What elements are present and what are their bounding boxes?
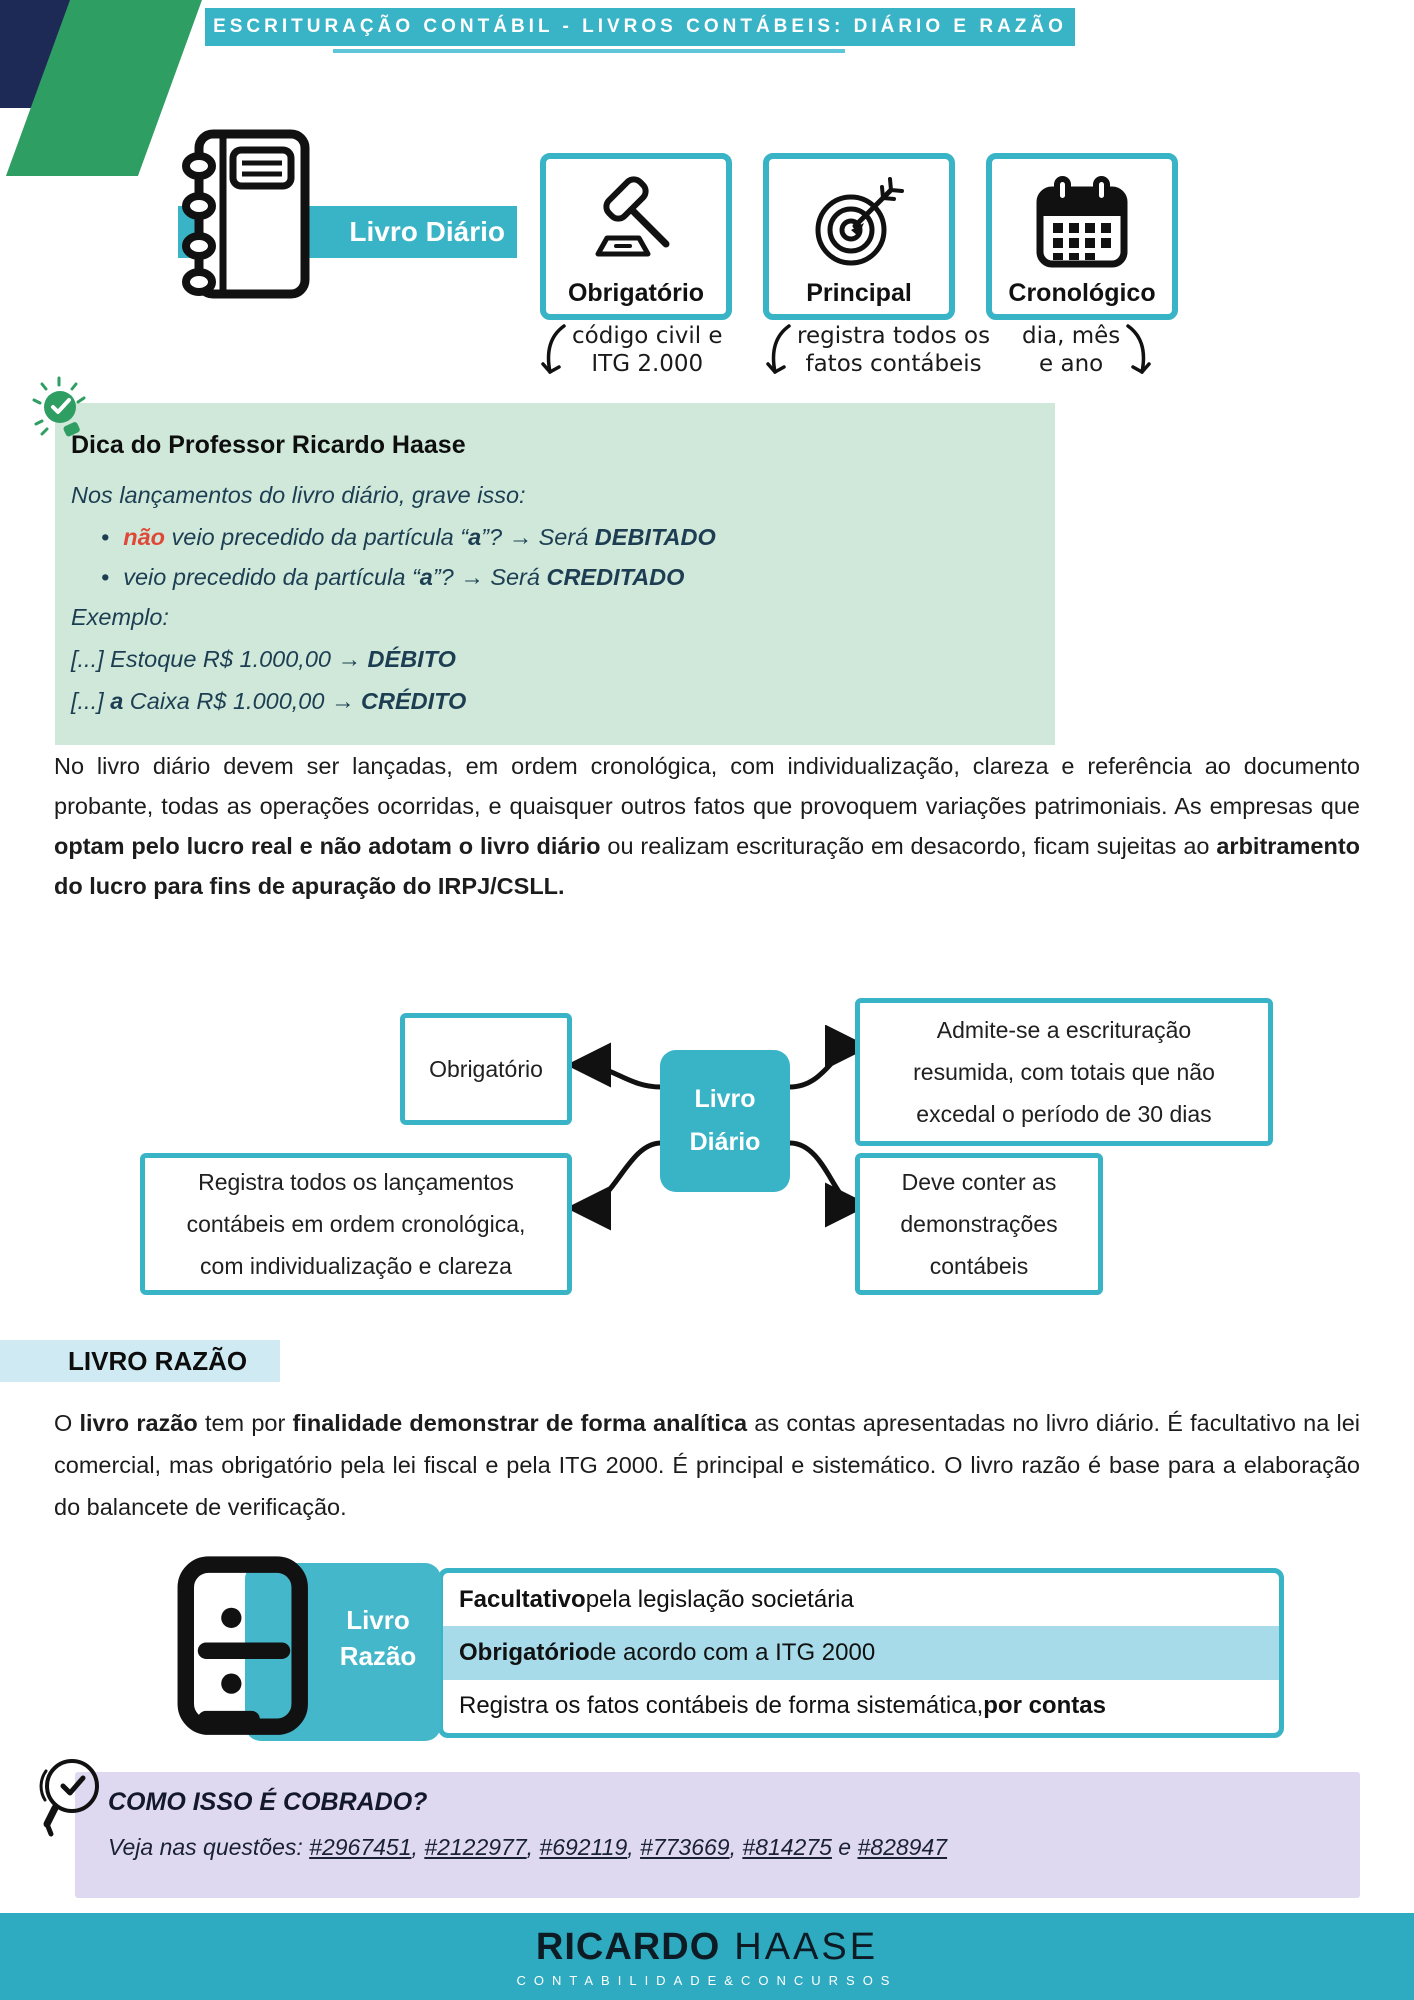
text-segment: optam pelo lucro real e não adotam o livro diário	[54, 833, 601, 859]
livro-diario-label: Livro Diário	[349, 216, 505, 247]
question-link-828947[interactable]: #828947	[857, 1834, 948, 1860]
livro-razao-facts-table	[438, 1568, 1284, 1738]
diagram-box-admite: Admite-se a escrituração resumida, com totais que não excedal o período de 30 dias	[855, 998, 1273, 1146]
text-segment: veio precedido da partícula “	[165, 524, 469, 550]
livro-razao-label: Livro Razão	[339, 1605, 417, 1671]
card-label: Cronológico	[1008, 279, 1156, 307]
tip-example-label: Exemplo:	[71, 604, 169, 630]
notebook-icon	[165, 126, 315, 304]
text-segment: finalidade demonstrar de forma analítica	[292, 1410, 748, 1436]
attribute-card-cronologico	[986, 153, 1178, 320]
gavel-icon	[586, 165, 686, 279]
tip-example-line	[71, 644, 1035, 674]
text-segment: ou realizam escrituração em desacordo, ficam sujeitas ao	[600, 833, 1217, 859]
brand-subtitle: CONTABILIDADE&CONCURSOS	[516, 1972, 898, 1988]
magnifier-check-icon	[30, 1750, 115, 1842]
note-principal	[763, 322, 990, 384]
fact-row	[443, 1680, 1279, 1733]
text-segment: Obrigatório	[459, 1638, 590, 1666]
bullet-dot: •	[101, 564, 110, 590]
question-link-2967451[interactable]: #2967451	[309, 1834, 412, 1860]
text-segment: a	[419, 564, 433, 590]
text-segment: ,	[411, 1834, 425, 1860]
tip-example-line	[71, 686, 1035, 716]
card-label: Principal	[806, 279, 912, 307]
attribute-card-principal	[763, 153, 955, 320]
text-segment: [...] Estoque R$ 1.000,00 →	[71, 646, 368, 672]
curved-arrow-icon	[1124, 322, 1154, 384]
questions-links-line	[108, 1834, 947, 1861]
text-segment: ”? → Será	[481, 524, 595, 550]
brand-name-light: HAASE	[734, 1925, 879, 1968]
questions-title: COMO ISSO É COBRADO?	[108, 1788, 428, 1816]
body-paragraph-livro-razao	[54, 1402, 1360, 1528]
text-segment: Caixa R$ 1.000,00 →	[123, 688, 362, 714]
note-text: código civil e ITG 2.000	[572, 323, 723, 377]
diagram-box-obrigatorio: Obrigatório	[400, 1013, 572, 1125]
text-segment: O	[54, 1410, 80, 1436]
text-segment: não	[123, 524, 166, 550]
question-link-2122977[interactable]: #2122977	[424, 1834, 527, 1860]
fact-row	[443, 1573, 1279, 1626]
note-cronologico	[1022, 322, 1154, 384]
page-title-banner: ESCRITURAÇÃO CONTÁBIL - LIVROS CONTÁBEIS: DIÁRIO E RAZÃO	[205, 8, 1075, 46]
text-segment: a	[110, 688, 124, 714]
tip-bullet	[101, 562, 1035, 592]
diagram-center-node: Livro Diário	[660, 1050, 790, 1192]
banner-underline	[333, 49, 845, 53]
livro-diario-diagram	[100, 995, 1300, 1295]
text-segment: DEBITADO	[594, 524, 716, 550]
text-segment: [...]	[71, 688, 111, 714]
text-segment: as contas apresentadas no livro diário. É facultativo na lei comercial, mas obrigatório pela lei fiscal e pela ITG 2000. É principal e sistemático. O livro razão é base para a elaboração do balancete de verificação.	[54, 1410, 1361, 1520]
text-segment: de acordo com a ITG 2000	[589, 1638, 876, 1666]
target-icon	[809, 165, 909, 279]
tip-bullet-text	[123, 522, 716, 552]
text-segment: Veja nas questões:	[108, 1834, 310, 1860]
text-segment: Registra os fatos contábeis de forma sistemática,	[459, 1692, 984, 1720]
lightbulb-check-icon	[28, 376, 94, 444]
text-segment: veio precedido da partícula “	[123, 564, 420, 590]
question-link-692119[interactable]: #692119	[539, 1834, 628, 1860]
text-segment: a	[468, 524, 482, 550]
tip-bullet-text	[123, 562, 684, 592]
brand-name-bold: RICARDO	[535, 1925, 721, 1968]
text-segment: CRÉDITO	[361, 688, 467, 714]
diagram-box-deve: Deve conter as demonstrações contábeis	[855, 1153, 1103, 1295]
text-segment: ”? → Será	[432, 564, 547, 590]
text-segment: e	[831, 1834, 858, 1860]
tip-intro: Nos lançamentos do livro diário, grave isso:	[71, 482, 526, 508]
bullet-dot: •	[101, 524, 110, 550]
fact-row	[443, 1626, 1279, 1679]
text-segment: CREDITADO	[546, 564, 685, 590]
question-link-814275[interactable]: #814275	[742, 1834, 832, 1860]
card-label: Obrigatório	[567, 279, 705, 307]
note-obrigatorio	[538, 322, 723, 384]
body-paragraph-livro-diario	[54, 746, 1360, 906]
text-segment: ,	[627, 1834, 641, 1860]
text-segment: ,	[729, 1834, 743, 1860]
footer	[0, 1913, 1414, 2000]
tip-body	[71, 480, 1035, 716]
text-segment: Facultativo	[459, 1585, 586, 1613]
calendar-icon	[1032, 165, 1132, 279]
text-segment: pela legislação societária	[585, 1585, 854, 1613]
note-text: registra todos os fatos contábeis	[797, 323, 991, 377]
diagram-box-registra: Registra todos os lançamentos contábeis em ordem cronológica, com individualização e clareza	[140, 1153, 572, 1295]
tip-title: Dica do Professor Ricardo Haase	[71, 431, 466, 459]
text-segment: livro razão	[79, 1410, 198, 1436]
text-segment: No livro diário devem ser lançadas, em ordem cronológica, com individualização, clareza e referência ao documento probante, todas as operações ocorridas, e quaisquer outros fatos que provoquem variações patrimoniais. As empresas que	[54, 753, 1360, 819]
text-segment: por contas	[983, 1692, 1106, 1720]
note-text: dia, mês e ano	[1022, 323, 1121, 377]
ledger-book-icon	[168, 1552, 320, 1752]
brand-logo	[536, 1926, 878, 1969]
curved-arrow-icon	[763, 322, 793, 384]
attribute-card-obrigatorio	[540, 153, 732, 320]
text-segment: DÉBITO	[367, 646, 456, 672]
curved-arrow-icon	[538, 322, 568, 384]
text-segment: tem por	[197, 1410, 293, 1436]
text-segment: arbitramento do lucro para fins de apuração do IRPJ/CSLL.	[54, 833, 1360, 899]
tip-bullet	[101, 522, 1035, 552]
question-link-773669[interactable]: #773669	[640, 1834, 730, 1860]
text-segment: ,	[526, 1834, 540, 1860]
tip-box	[55, 403, 1055, 745]
section-heading-livro-razao: LIVRO RAZÃO	[68, 1346, 248, 1376]
